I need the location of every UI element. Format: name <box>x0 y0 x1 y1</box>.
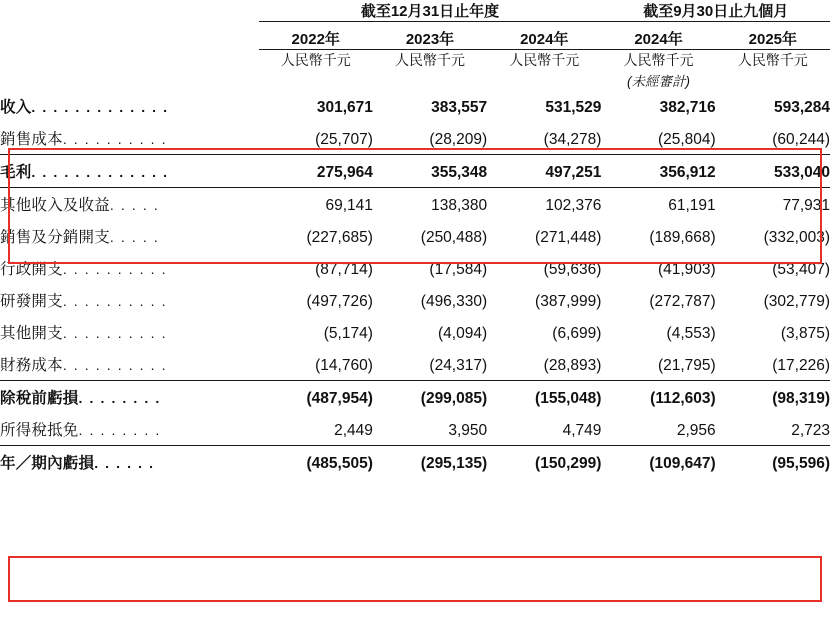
cell-value: (59,636) <box>543 261 602 278</box>
cell-value: (41,903) <box>657 261 716 278</box>
subnote-2023 <box>373 70 487 90</box>
cell-value: 383,557 <box>431 99 488 116</box>
row-label-text: 財務成本 <box>0 357 63 374</box>
row-label-text: 年／期內虧損 <box>0 455 95 472</box>
cell-value: (3,875) <box>780 325 830 342</box>
leader-dots: . . . . . . . . . . <box>62 357 168 373</box>
cell-value: 301,671 <box>316 99 373 116</box>
leader-dots: . . . . . <box>109 197 160 213</box>
cell-value: (25,804) <box>601 122 715 155</box>
leader-dots: . . . . . . . . . . <box>62 325 168 341</box>
cell-value: 533,040 <box>716 155 830 188</box>
cell-value: (25,707) <box>259 122 373 155</box>
cell-value: (6,699) <box>552 325 602 342</box>
row-label <box>0 252 259 284</box>
table-row <box>0 446 830 479</box>
cell-value: (497,726) <box>306 293 373 310</box>
table-row <box>0 284 830 316</box>
cell-value: 69,141 <box>325 197 373 214</box>
cell-value: 382,716 <box>659 99 716 116</box>
row-label-text: 銷售成本 <box>0 131 63 148</box>
cell-value: (24,317) <box>373 348 487 381</box>
row-label <box>0 90 259 122</box>
row-label <box>0 446 259 479</box>
table-row <box>0 90 830 122</box>
row-label <box>0 381 259 414</box>
row-label-text: 除稅前虧損 <box>0 390 79 407</box>
cell-value: (227,685) <box>306 229 373 246</box>
leader-dots: . . . . . <box>109 229 160 245</box>
table-row <box>0 188 830 221</box>
cell-value: (387,999) <box>535 293 602 310</box>
cell-value: (53,407) <box>772 261 830 278</box>
cell-value: (17,584) <box>429 261 488 278</box>
cell-value: (28,893) <box>487 348 601 381</box>
cell-value: (98,319) <box>772 390 830 407</box>
subnote-2024-interim: (未經審計) <box>627 74 691 89</box>
unit-empty-cell <box>0 50 259 71</box>
cell-value: 77,931 <box>782 197 830 214</box>
unit-2024-interim: 人民幣千元 <box>623 52 694 68</box>
year-2024-interim: 2024年 <box>601 28 715 50</box>
cell-value: (60,244) <box>716 122 830 155</box>
year-empty-cell <box>0 28 259 50</box>
cell-value: 138,380 <box>431 197 488 214</box>
cell-value: (150,299) <box>535 455 602 472</box>
leader-dots: . . . . . . . . <box>78 390 161 406</box>
table-header <box>0 0 830 90</box>
subnote-2025-interim <box>716 70 830 90</box>
cell-value: (299,085) <box>420 390 488 407</box>
cell-value: (487,954) <box>306 390 373 407</box>
leader-dots: . . . . . . . . . . . . . <box>31 99 169 115</box>
row-label-text: 所得稅抵免 <box>0 422 79 439</box>
table-row <box>0 220 830 252</box>
table-row <box>0 252 830 284</box>
table-row <box>0 413 830 446</box>
cell-value: 3,950 <box>373 413 487 446</box>
table-row <box>0 122 830 155</box>
cell-value: (112,603) <box>650 390 716 407</box>
year-2023: 2023年 <box>373 28 487 50</box>
row-label <box>0 413 259 446</box>
year-2025-interim: 2025年 <box>716 28 830 50</box>
cell-value: 497,251 <box>487 155 601 188</box>
unit-2025-interim: 人民幣千元 <box>737 52 808 68</box>
cell-value: (155,048) <box>535 390 602 407</box>
table-body <box>0 90 830 478</box>
cell-value: (332,003) <box>763 229 830 246</box>
cell-value: 102,376 <box>545 197 602 214</box>
cell-value: 593,284 <box>773 99 830 116</box>
leader-dots: . . . . . . . . . . <box>62 131 168 147</box>
table-row <box>0 155 830 188</box>
cell-value: (14,760) <box>259 348 373 381</box>
cell-value: 355,348 <box>373 155 487 188</box>
cell-value: (189,668) <box>649 229 716 246</box>
cell-value: (295,135) <box>420 455 488 472</box>
cell-value: (28,209) <box>373 122 487 155</box>
cell-value: (302,779) <box>763 293 830 310</box>
row-label-text: 收入 <box>0 99 32 116</box>
unit-row <box>0 50 830 71</box>
row-label <box>0 316 259 348</box>
row-label-text: 其他收入及收益 <box>0 197 110 214</box>
row-label <box>0 155 259 188</box>
row-label <box>0 188 259 221</box>
cell-value: 275,964 <box>259 155 373 188</box>
subnote-2024 <box>487 70 601 90</box>
year-2022: 2022年 <box>259 28 373 50</box>
cell-value: (87,714) <box>315 261 373 278</box>
row-label-text: 毛利 <box>0 164 32 181</box>
cell-value: 2,449 <box>259 413 373 446</box>
cell-value: (272,787) <box>649 293 716 310</box>
leader-dots: . . . . . . . . <box>78 422 161 438</box>
cell-value: 61,191 <box>668 197 716 214</box>
cell-value: (109,647) <box>649 455 716 472</box>
group-empty-cell <box>0 0 259 22</box>
subnote-2022 <box>259 70 373 90</box>
leader-dots: . . . . . . . . . . <box>62 261 168 277</box>
cell-value: (34,278) <box>487 122 601 155</box>
cell-value: (21,795) <box>601 348 715 381</box>
subnote-empty-cell <box>0 70 259 90</box>
row-label-text: 銷售及分銷開支 <box>0 229 110 246</box>
unit-2024: 人民幣千元 <box>509 52 580 68</box>
cell-value: 356,912 <box>601 155 715 188</box>
cell-value: (4,094) <box>438 325 488 342</box>
leader-dots: . . . . . . <box>94 455 155 471</box>
cell-value: (496,330) <box>420 293 488 310</box>
cell-value: (17,226) <box>716 348 830 381</box>
cell-value: 531,529 <box>545 99 602 116</box>
cell-value: 4,749 <box>487 413 601 446</box>
cell-value: (4,553) <box>666 325 716 342</box>
column-group-row <box>0 0 830 22</box>
row-label <box>0 284 259 316</box>
column-group-nine-months: 截至9月30日止九個月 <box>601 0 830 22</box>
cell-value: (5,174) <box>323 325 373 342</box>
cell-value: 2,956 <box>601 413 715 446</box>
leader-dots: . . . . . . . . . . <box>62 293 168 309</box>
row-label <box>0 220 259 252</box>
cell-value: (485,505) <box>306 455 373 472</box>
row-label-text: 其他開支 <box>0 325 63 342</box>
table-row <box>0 381 830 414</box>
cell-value: (250,488) <box>420 229 488 246</box>
cell-value: (95,596) <box>772 455 830 472</box>
year-2024: 2024年 <box>487 28 601 50</box>
column-group-annual: 截至12月31日止年度 <box>259 0 602 22</box>
table-row <box>0 348 830 381</box>
row-label <box>0 348 259 381</box>
row-label <box>0 122 259 155</box>
row-label-text: 行政開支 <box>0 261 63 278</box>
net-loss-highlight <box>8 556 822 602</box>
cell-value: (271,448) <box>535 229 602 246</box>
year-row <box>0 28 830 50</box>
leader-dots: . . . . . . . . . . . . . <box>31 164 169 180</box>
unit-2023: 人民幣千元 <box>395 52 465 68</box>
cell-value: 2,723 <box>716 413 830 446</box>
row-label-text: 研發開支 <box>0 293 63 310</box>
table-row <box>0 316 830 348</box>
unit-2022: 人民幣千元 <box>280 52 351 68</box>
subnote-row <box>0 70 830 90</box>
